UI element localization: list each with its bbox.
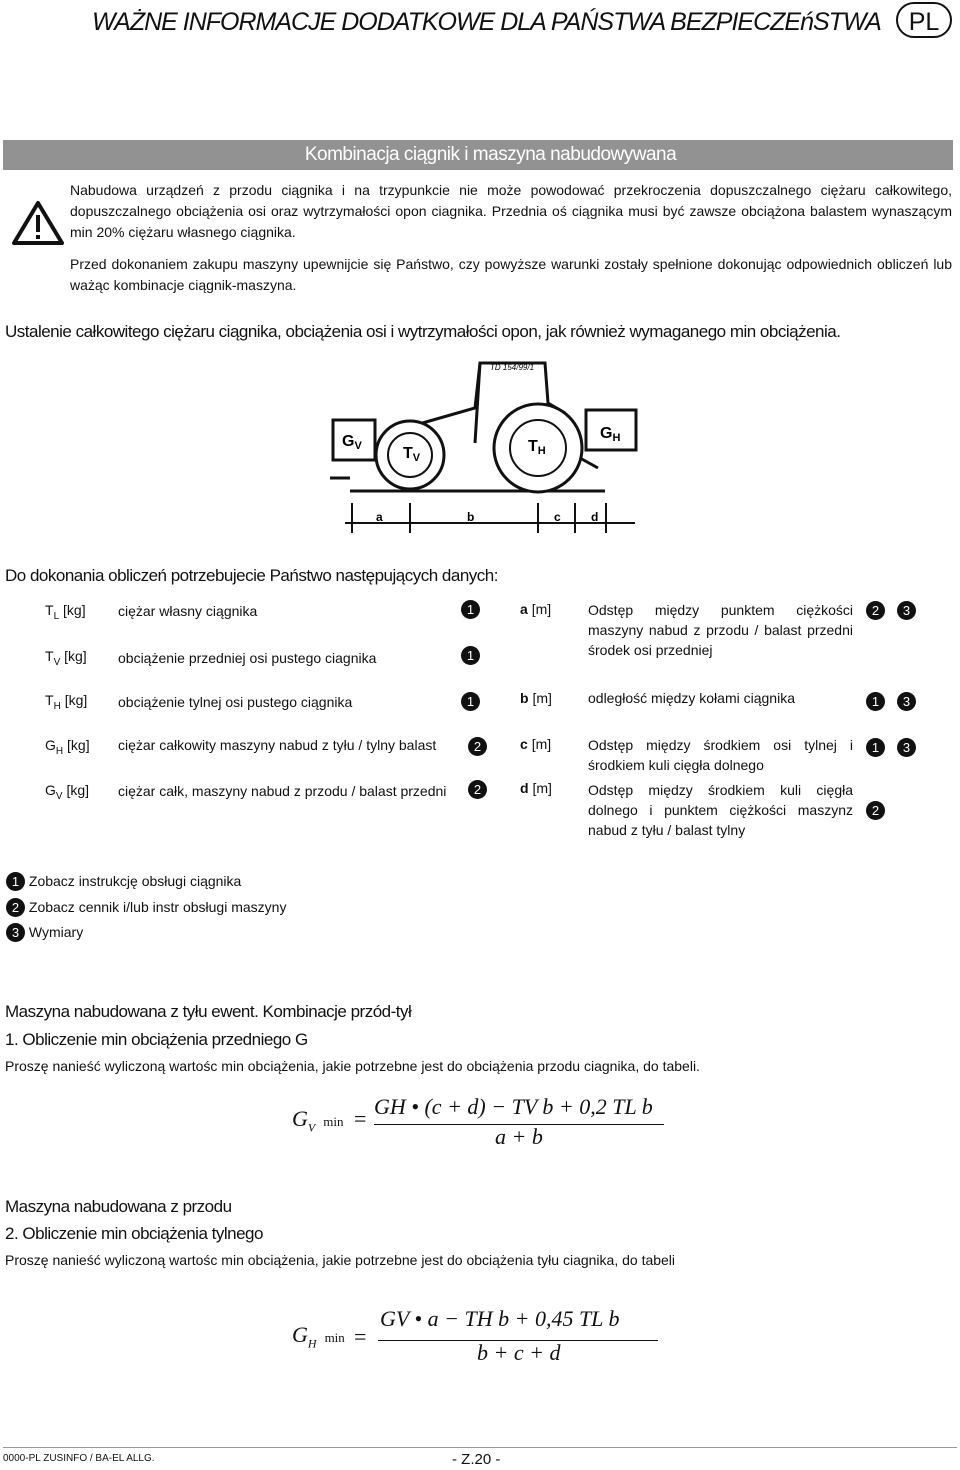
footnote-3: 3 Wymiary	[6, 923, 83, 942]
section-band: Kombinacja ciągnik i maszyna nabudowywana	[3, 140, 953, 170]
footnote-2: 2 Zobacz cennik i/lub instr obsługi maszyny	[6, 898, 286, 917]
row-tl-desc: ciężar własny ciągnika	[118, 603, 258, 619]
row-th-label: $T_H$ [kg]	[45, 692, 88, 712]
footer-page-number: - Z.20 -	[452, 1451, 501, 1468]
gh-label: G	[600, 425, 613, 442]
row-a-label: a [m]	[520, 601, 552, 617]
section1-subtitle: 1. Obliczenie min obciążenia przedniego G	[5, 1030, 308, 1049]
section2-text: Proszę nanieść wyliczoną wartośc min obciążenia, jakie potrzebne jest do obciążenia tyłu ciagnika, do tabeli	[5, 1252, 676, 1268]
warning-paragraph-2: Przed dokonaniem zakupu maszyny upewnijcie się Państwo, czy powyższe warunki zostały spełnione dokonując odpowiednich obliczeń lub ważąc kombinacje ciągnik-maszyna.	[70, 256, 952, 293]
heading-calculation: Ustalenie całkowitego ciężaru ciągnika, obciążenia osi i wytrzymałości opon, jak również wymaganego min obciążenia.	[5, 322, 841, 341]
row-a-ref-1: 2	[866, 601, 885, 620]
row-d-ref-1: 2	[866, 801, 885, 820]
footer-doc-ref: 0000-PL ZUSINFO / BA-EL ALLG.	[3, 1453, 155, 1464]
row-c-desc: Odstęp między środkiem osi tylnej i środkiem kuli cięgła dolnego	[588, 737, 853, 773]
row-tl-label: $T_L$ [kg]	[45, 602, 86, 622]
section2-subtitle: 2. Obliczenie min obciążenia tylnego	[5, 1224, 263, 1243]
tractor-diagram	[330, 358, 650, 538]
svg-text:TV: TV	[403, 445, 421, 464]
footnote-1: 1 Zobacz instrukcję obsługi ciągnika	[6, 872, 241, 891]
row-c-ref-2: 3	[897, 738, 916, 757]
svg-text:TH: TH	[528, 438, 546, 457]
row-th-desc: obciążenie tylnej osi pustego ciągnika	[118, 694, 353, 710]
section2-title: Maszyna nabudowana z przodu	[5, 1197, 232, 1216]
row-gh-ref: 2	[468, 737, 487, 756]
row-a-desc: Odstęp między punktem ciężkości maszyny nabud z przodu / balast przedni środek osi przedniej	[588, 602, 853, 658]
row-gv-desc: ciężar całk, maszyny nabud z przodu / balast przedni	[118, 783, 447, 799]
heading-required-data: Do dokonania obliczeń potrzebujecie Państwo następujących danych:	[5, 566, 498, 585]
svg-text:GV: GV	[342, 433, 362, 452]
section1-title: Maszyna nabudowana z tyłu ewent. Kombinacje przód-tył	[5, 1002, 412, 1021]
dim-b: b	[467, 510, 475, 524]
diagram-ref: TD 154/99/1	[490, 363, 535, 372]
row-c-label: c [m]	[520, 736, 552, 752]
warning-paragraph-1: Nabudowa urządzeń z przodu ciągnika i na trzypunkcie nie może powodować przekroczenia dopuszczalnego ciężaru całkowitego, dopuszczalnego obciążenia osi oraz wytrzymałości opon ciagnika. Przednia oś ciągnika musi być zawsze obciążona balastem wynaszącym min 20% ciężaru własnego ciągnika.	[70, 182, 952, 240]
row-a-ref-2: 3	[897, 601, 916, 620]
tv-label: T	[403, 445, 413, 462]
row-gh-desc: ciężar całkowity maszyny nabud z tyłu / tylny balast	[118, 737, 437, 753]
row-b-ref-1: 1	[866, 692, 885, 711]
gv-label: G	[342, 433, 355, 450]
row-b-ref-2: 3	[897, 692, 916, 711]
th-label: T	[528, 438, 538, 455]
row-tv-desc: obciążenie przedniej osi pustego ciagnika	[118, 650, 377, 666]
warning-triangle-icon	[12, 200, 64, 246]
row-b-label: b [m]	[520, 690, 552, 706]
row-d-desc: Odstęp między środkiem kuli cięgła dolnego i punktem ciężkości maszynz nabud z tyłu / balast tylny	[588, 782, 853, 838]
language-badge: PL	[896, 2, 952, 38]
dim-c: c	[554, 510, 561, 524]
row-tv-ref: 1	[461, 646, 480, 665]
row-gh-label: $G_H$ [kg]	[45, 737, 90, 757]
row-d-label: d [m]	[520, 780, 552, 796]
dim-d: d	[591, 510, 599, 524]
dim-a: a	[376, 510, 383, 524]
section1-text: Proszę nanieść wyliczoną wartośc min obciążenia, jakie potrzebne jest do obciążenia przodu ciagnika, do tabeli.	[5, 1058, 700, 1074]
row-c-ref-1: 1	[866, 738, 885, 757]
row-gv-label: $G_V$ [kg]	[45, 782, 90, 802]
row-tv-label: $T_V$ [kg]	[45, 648, 87, 668]
footer-rule	[3, 1447, 957, 1448]
row-b-desc: odległość między kołami ciągnika	[588, 690, 795, 706]
page-header-title: WAŻNE INFORMACJE DODATKOWE DLA PAŃSTWA BEZPIECZEńSTWA	[92, 8, 881, 36]
row-th-ref: 1	[461, 692, 480, 711]
svg-text:GH: GH	[600, 425, 621, 444]
row-tl-ref: 1	[461, 600, 480, 619]
row-gv-ref: 2	[468, 780, 487, 799]
